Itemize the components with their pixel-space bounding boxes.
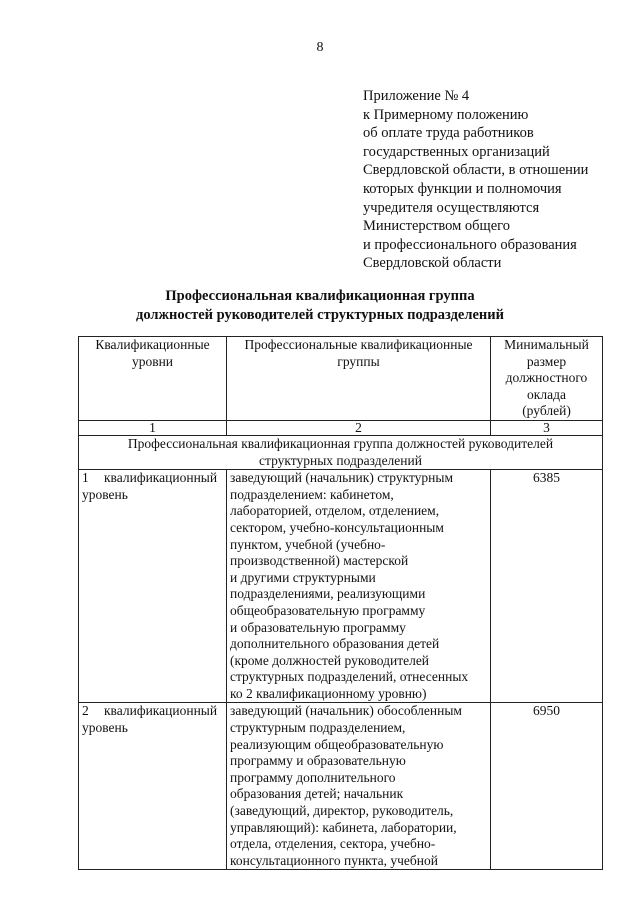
title-line-2: должностей руководителей структурных подразделений xyxy=(136,307,504,323)
salary-cell: 6950 xyxy=(491,703,603,870)
qualification-table xyxy=(78,336,603,870)
table-row xyxy=(79,703,603,870)
appendix-line: Министерством общего xyxy=(363,218,510,235)
column-number: 3 xyxy=(491,420,603,435)
header-qualification-levels: Квалификационные уровни xyxy=(79,337,227,421)
qualification-level-cell xyxy=(79,703,227,870)
level-number: 1 xyxy=(82,470,89,486)
document-title xyxy=(0,287,640,325)
appendix-line: которых функции и полномочия xyxy=(363,180,562,197)
header-min-salary: Минимальный размер должностного оклада (рублей) xyxy=(491,337,603,421)
salary-cell: 6385 xyxy=(491,470,603,703)
column-number: 2 xyxy=(227,420,491,435)
qualification-level-cell xyxy=(79,470,227,703)
appendix-line: Приложение № 4 xyxy=(363,88,470,104)
appendix-header xyxy=(363,87,628,273)
group-title-row xyxy=(79,435,603,469)
level-tail: уровень xyxy=(82,720,128,736)
table-row xyxy=(79,470,603,703)
appendix-line: об оплате труда работников xyxy=(363,125,534,142)
level-tail: уровень xyxy=(82,486,128,502)
table-header-row xyxy=(79,337,603,421)
appendix-line: учредителя осуществляются xyxy=(363,199,540,216)
appendix-line: Свердловской области, в отношении xyxy=(363,162,589,179)
level-word: квалификационный xyxy=(104,470,218,486)
professional-group-cell: заведующий (начальник) обособленным структурным подразделением, реализующим общеобразовательную программу и образовательную программу дополнительного образования детей; начальник (заведующий, директор, руководитель, управляющий): кабинета, лаборатории, отдела, отделения, сектора, учебно- консультационного пункта, учебной xyxy=(227,703,491,870)
level-number: 2 xyxy=(82,703,89,719)
appendix-line: к Примерному положению xyxy=(363,106,529,123)
appendix-line: Свердловской области xyxy=(363,255,502,272)
header-professional-groups: Профессиональные квалификационные группы xyxy=(227,337,491,421)
title-line-1: Профессиональная квалификационная группа xyxy=(165,288,475,304)
appendix-line: государственных организаций xyxy=(363,143,550,160)
level-word: квалификационный xyxy=(104,703,218,719)
professional-group-cell: заведующий (начальник) структурным подразделением: кабинетом, лабораторией, отделом, отделением, сектором, учебно-консультационным пунктом, учебной (учебно- производственной) мастерской и другими структурными подразделениями, реализующими общеобразовательную программу и образовательную программу дополнительного образования детей (кроме должностей руководителей структурных подразделений, отнесенных ко 2 квалификационному уровню) xyxy=(227,470,491,703)
page-number: 8 xyxy=(316,40,324,55)
appendix-line: и профессионального образования xyxy=(363,236,577,253)
group-title: Профессиональная квалификационная группа должностей руководителей структурных подразделений xyxy=(79,435,603,469)
column-number-row xyxy=(79,420,603,435)
column-number: 1 xyxy=(79,420,227,435)
